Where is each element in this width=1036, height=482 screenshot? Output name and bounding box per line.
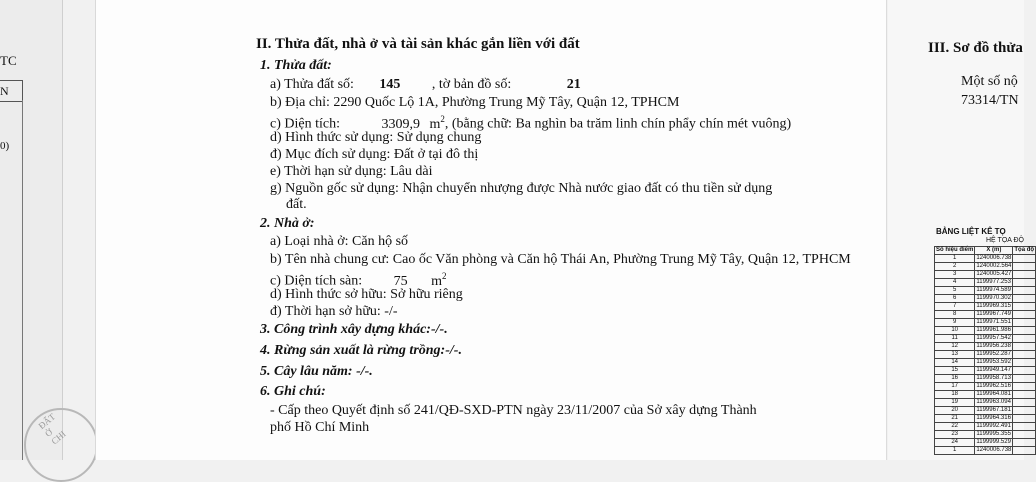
coord-row <box>935 431 1036 439</box>
coord-x-value: 1199964.316 <box>976 415 1011 421</box>
coord-x-value: 1240005.427 <box>976 271 1012 277</box>
coord-x-value: 1240006.738 <box>976 255 1012 261</box>
coord-point-id: 14 <box>935 359 975 367</box>
so-do-line-1: Một số nộ <box>961 74 1018 89</box>
coord-point-id: 1 <box>935 447 975 455</box>
coord-point-id: 17 <box>935 383 975 391</box>
coord-row <box>935 311 1036 319</box>
coord-x-value: 1199971.551 <box>976 319 1011 325</box>
dien-tich-san-label: c) Diện tích sàn: <box>270 273 363 289</box>
to-ban-do-number: 21 <box>566 77 581 92</box>
coord-x-value: 1199963.094 <box>976 399 1011 405</box>
coord-y-cell <box>1013 271 1036 279</box>
coord-point-id: 20 <box>935 407 975 415</box>
dien-tich-san-value: 75 <box>393 273 408 289</box>
coord-y-cell <box>1013 375 1036 383</box>
coord-y-cell <box>1013 263 1036 271</box>
coord-row <box>935 399 1036 407</box>
left-page-box: N <box>0 80 23 102</box>
thua-dat-d: d) Hình thức sử dụng: Sử dụng chung <box>270 130 482 145</box>
coord-x-value: 1199958.713 <box>976 375 1011 381</box>
thua-dat-g: g) Nguồn gốc sử dụng: Nhận chuyển nhượng được Nhà nước giao đất có thu tiền sử dụng <box>270 181 773 196</box>
ghi-chu-line-1: - Cấp theo Quyết định số 241/QĐ-SXD-PTN ngày 23/11/2007 của Sở xây dựng Thành <box>270 403 757 418</box>
coord-row <box>935 391 1036 399</box>
coord-point-id: 1 <box>935 255 975 263</box>
coord-point-id: 24 <box>935 439 975 447</box>
coord-row <box>935 287 1036 295</box>
coord-row <box>935 407 1036 415</box>
dien-tich-san-unit-sup: 2 <box>442 271 447 281</box>
coord-y-cell <box>1013 287 1036 295</box>
item-4-heading: 4. Rừng sản xuất là rừng trồng: <box>260 343 446 358</box>
left-page-fragment <box>0 0 68 460</box>
coord-row <box>935 319 1036 327</box>
coord-x-value: 1199953.592 <box>976 359 1011 365</box>
coord-y-cell <box>1013 447 1036 455</box>
coord-col-x: X (m) <box>975 247 1013 255</box>
to-ban-do-label: , tờ bản đồ số: <box>431 77 512 92</box>
thua-dat-e: e) Thời hạn sử dụng: Lâu dài <box>270 164 433 179</box>
coord-row <box>935 295 1036 303</box>
coord-point-id: 8 <box>935 311 975 319</box>
coord-y-cell <box>1013 327 1036 335</box>
coord-y-cell <box>1013 399 1036 407</box>
coord-row <box>935 279 1036 287</box>
coord-table-title: BẢNG LIỆT KÊ TỌ <box>936 227 1006 236</box>
coord-y-cell <box>1013 439 1036 447</box>
coord-col-toa-do: Tọa độ <box>1014 247 1035 253</box>
nha-o-b: b) Tên nhà chung cư: Cao ốc Văn phòng và Căn hộ Thái An, Phường Trung Mỹ Tây, Quận 12, TPHCM <box>270 252 851 267</box>
thua-dat-dd: đ) Mục đích sử dụng: Đất ở tại đô thị <box>270 147 479 162</box>
coord-point-id: 15 <box>935 367 975 375</box>
coord-point-id: 13 <box>935 351 975 359</box>
coord-y-cell <box>1013 423 1036 431</box>
coord-y-cell <box>1013 295 1036 303</box>
coord-x-value: 1199995.355 <box>976 431 1011 437</box>
coord-y-cell <box>1013 335 1036 343</box>
seal-text: ĐẤT Ở CHI <box>36 411 68 447</box>
coord-x-value: 1240006.738 <box>976 447 1012 453</box>
coord-x-value: 1199969.315 <box>976 303 1011 309</box>
nha-o-d: d) Hình thức sở hữu: Sở hữu riêng <box>270 287 463 302</box>
thua-dat-b: b) Địa chỉ: 2290 Quốc Lộ 1A, Phường Trung Mỹ Tây, Quận 12, TPHCM <box>270 95 680 110</box>
coord-y-cell <box>1013 383 1036 391</box>
coord-point-id: 5 <box>935 287 975 295</box>
coord-x-value: 1199964.081 <box>976 391 1011 397</box>
coord-point-id: 11 <box>935 335 975 343</box>
nha-o-heading: 2. Nhà ở: <box>260 216 315 231</box>
coord-y-cell <box>1013 367 1036 375</box>
coord-x-value: 1199974.589 <box>976 287 1011 293</box>
coord-table <box>934 246 1036 455</box>
coord-point-id: 9 <box>935 319 975 327</box>
coord-point-id: 22 <box>935 423 975 431</box>
item-4 <box>260 342 462 359</box>
dien-tich-words: , (bằng chữ: Ba nghìn ba trăm linh chín phẩy chín mét vuông) <box>444 116 792 132</box>
certificate-page <box>95 0 887 460</box>
coord-col-point: Số hiệu điểm <box>936 247 974 253</box>
item-4-value: -/-. <box>445 343 462 358</box>
coord-row <box>935 383 1036 391</box>
thua-dat-heading: 1. Thửa đất: <box>260 58 332 73</box>
item-3-value: -/-. <box>430 322 448 337</box>
coord-y-cell <box>1013 359 1036 367</box>
coord-point-id: 21 <box>935 415 975 423</box>
dien-tich-value: 3309,9 <box>381 116 420 132</box>
dien-tich-label: c) Diện tích: <box>270 116 340 132</box>
coord-x-value: 1240002.564 <box>976 263 1012 269</box>
coord-row <box>935 439 1036 447</box>
dien-tich-unit-sup: 2 <box>440 114 445 124</box>
coord-point-id: 10 <box>935 327 975 335</box>
item-5-heading: 5. Cây lâu năm: <box>260 364 353 379</box>
coord-point-id: 16 <box>935 375 975 383</box>
coord-x-value: 1199956.238 <box>976 343 1011 349</box>
so-do-line-2: 73314/TN <box>961 93 1019 108</box>
coord-y-cell <box>1013 407 1036 415</box>
coord-y-cell <box>1013 311 1036 319</box>
coord-x-value: 1199967.749 <box>976 311 1011 317</box>
coord-y-cell <box>1013 255 1036 263</box>
coord-point-id: 12 <box>935 343 975 351</box>
coord-y-cell <box>1013 303 1036 311</box>
thua-dat-g-cont: đất. <box>286 197 307 212</box>
coord-row <box>935 303 1036 311</box>
section-title: II. Thửa đất, nhà ở và tài sản khác gắn liền với đất <box>256 36 580 52</box>
ghi-chu-heading: 6. Ghi chú: <box>260 384 326 399</box>
coord-x-value: 1199961.986 <box>976 327 1011 333</box>
coord-x-value: 1199977.253 <box>976 279 1011 285</box>
coord-y-cell <box>1013 343 1036 351</box>
left-page-rule <box>22 100 23 460</box>
coord-point-id: 4 <box>935 279 975 287</box>
coord-x-value: 1199970.302 <box>976 295 1011 301</box>
thua-dat-number: 145 <box>379 77 401 92</box>
left-page-paren: 0) <box>0 140 10 152</box>
ghi-chu-line-2: phố Hồ Chí Minh <box>270 420 370 435</box>
coord-point-id: 3 <box>935 271 975 279</box>
coord-x-value: 1199957.542 <box>976 335 1011 341</box>
coord-y-cell <box>1013 351 1036 359</box>
coord-point-id: 7 <box>935 303 975 311</box>
thua-dat-a-label: a) Thửa đất số: <box>270 77 354 92</box>
coord-row <box>935 375 1036 383</box>
item-5 <box>260 363 373 380</box>
coord-x-value: 1199992.491 <box>976 423 1011 429</box>
coord-x-value: 1199962.516 <box>976 383 1011 389</box>
coord-x-value: 1199967.181 <box>976 407 1011 413</box>
coord-row <box>935 415 1036 423</box>
coord-row <box>935 263 1036 271</box>
coord-point-id: 6 <box>935 295 975 303</box>
nha-o-dd: đ) Thời hạn sở hữu: -/- <box>270 304 398 319</box>
coord-point-id: 2 <box>935 263 975 271</box>
coord-row <box>935 447 1036 455</box>
coord-point-id: 18 <box>935 391 975 399</box>
coord-row <box>935 367 1036 375</box>
coord-row <box>935 327 1036 335</box>
coord-y-cell <box>1013 391 1036 399</box>
right-page-fragment <box>888 0 1035 460</box>
coord-x-value: 1199999.529 <box>976 439 1011 445</box>
coord-row <box>935 271 1036 279</box>
coord-y-cell <box>1013 319 1036 327</box>
item-5-value: -/-. <box>356 364 373 379</box>
coord-y-cell <box>1013 279 1036 287</box>
coord-row <box>935 423 1036 431</box>
coord-point-id: 23 <box>935 431 975 439</box>
thua-dat-a <box>270 76 581 93</box>
coord-x-value: 1199952.287 <box>976 351 1011 357</box>
coord-row <box>935 335 1036 343</box>
coord-row <box>935 351 1036 359</box>
coord-row <box>935 359 1036 367</box>
coord-point-id: 19 <box>935 399 975 407</box>
dien-tich-san-unit: m <box>431 273 443 289</box>
item-3 <box>260 321 448 338</box>
coord-table-subtitle: HỆ TỌA ĐỘ <box>986 237 1024 244</box>
coord-row <box>935 255 1036 263</box>
so-do-title: III. Sơ đồ thửa <box>928 40 1023 56</box>
coord-y-cell <box>1013 415 1036 423</box>
coord-row <box>935 343 1036 351</box>
coord-x-value: 1199949.147 <box>976 367 1011 373</box>
dien-tich-unit: m <box>429 116 441 132</box>
coord-y-cell <box>1013 431 1036 439</box>
seal-stamp <box>24 408 98 482</box>
item-3-heading: 3. Công trình xây dựng khác: <box>260 322 431 337</box>
nha-o-a: a) Loại nhà ở: Căn hộ số <box>270 234 409 249</box>
left-page-label: TC <box>0 53 17 68</box>
